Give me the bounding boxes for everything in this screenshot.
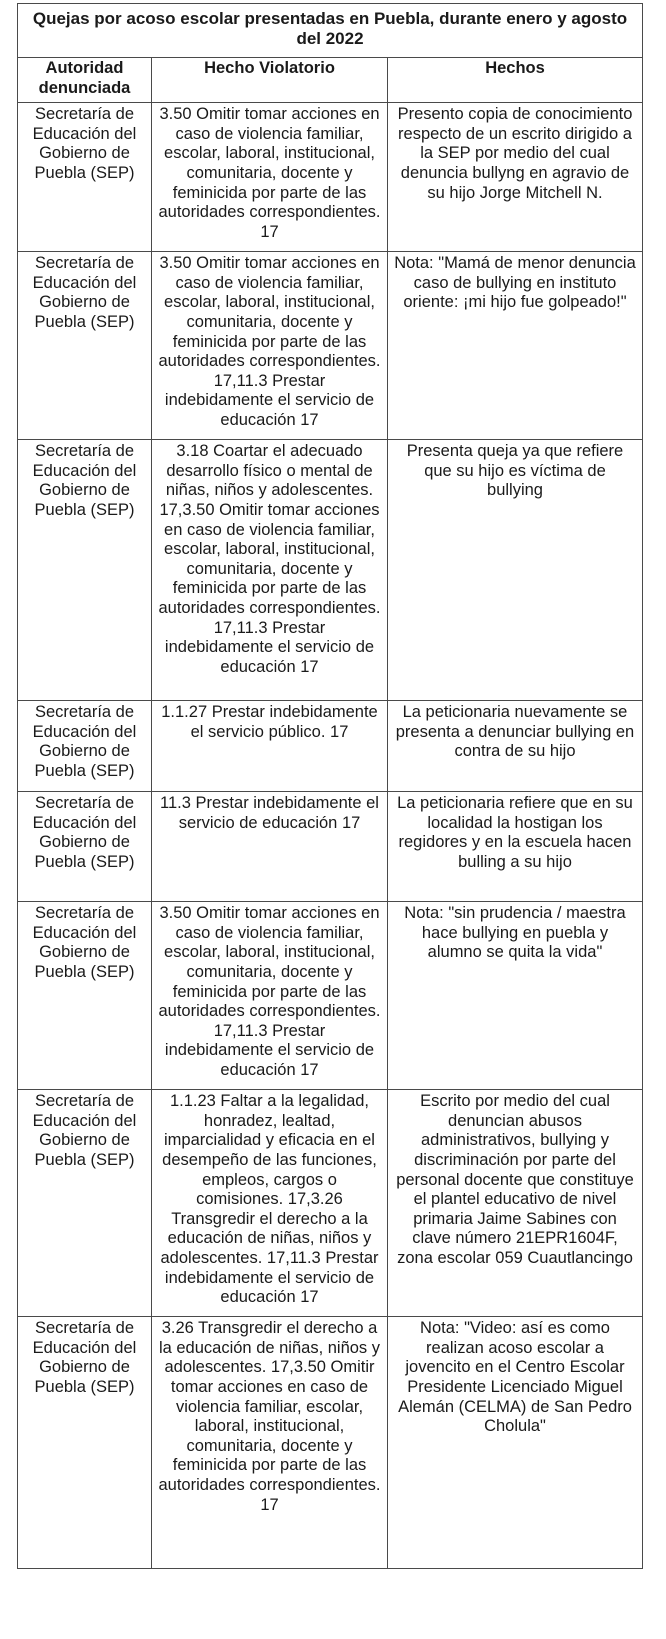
cell-hechos: Escrito por medio del cual denuncian abusos administrativos, bullying y discriminación por parte del personal docente que constituye el plantel educativo de nivel primaria Jaime Sabines con clave número 21EPR1604F, zona escolar 059 Cuautlancingo [388, 1090, 643, 1317]
table-title: Quejas por acoso escolar presentadas en Puebla, durante enero y agosto del 2022 [18, 4, 643, 58]
cell-autoridad: Secretaría de Educación del Gobierno de Puebla (SEP) [18, 252, 152, 440]
table-row [18, 1090, 643, 1317]
cell-hecho-violatorio: 3.50 Omitir tomar acciones en caso de violencia familiar, escolar, laboral, institucional, comunitaria, docente y feminicida por parte de las autoridades correspondientes. 17 [152, 103, 388, 252]
table-row [18, 252, 643, 440]
cell-hecho-violatorio: 1.1.23 Faltar a la legalidad, honradez, lealtad, imparcialidad y eficacia en el desempeño de las funciones, empleos, cargos o comisiones. 17,3.26 Transgredir el derecho a la educación de niñas, niños y adolescentes. 17,11.3 Prestar indebidamente el servicio de educación 17 [152, 1090, 388, 1317]
complaints-table-container [17, 3, 642, 1569]
complaints-table [17, 3, 643, 1569]
cell-autoridad: Secretaría de Educación del Gobierno de Puebla (SEP) [18, 902, 152, 1090]
header-hechos: Hechos [388, 58, 643, 103]
cell-hechos: Nota: "Mamá de menor denuncia caso de bullying en instituto oriente: ¡mi hijo fue golpeado!" [388, 252, 643, 440]
cell-hecho-violatorio: 3.26 Transgredir el derecho a la educación de niñas, niños y adolescentes. 17,3.50 Omitir tomar acciones en caso de violencia familiar, escolar, laboral, institucional, comunitaria, docente y feminicida por parte de las autoridades correspondientes. 17 [152, 1317, 388, 1569]
cell-hechos: Nota: "Video: así es como realizan acoso escolar a jovencito en el Centro Escolar Presidente Licenciado Miguel Alemán (CELMA) de San Pedro Cholula" [388, 1317, 643, 1569]
table-row [18, 792, 643, 902]
cell-autoridad: Secretaría de Educación del Gobierno de Puebla (SEP) [18, 792, 152, 902]
cell-hechos: La peticionaria refiere que en su localidad la hostigan los regidores y en la escuela hacen bulling a su hijo [388, 792, 643, 902]
cell-hechos: La peticionaria nuevamente se presenta a denunciar bullying en contra de su hijo [388, 701, 643, 792]
cell-autoridad: Secretaría de Educación del Gobierno de Puebla (SEP) [18, 440, 152, 701]
cell-autoridad: Secretaría de Educación del Gobierno de Puebla (SEP) [18, 701, 152, 792]
cell-hecho-violatorio: 3.50 Omitir tomar acciones en caso de violencia familiar, escolar, laboral, institucional, comunitaria, docente y feminicida por parte de las autoridades correspondientes. 17,11.3 Prestar indebidamente el servicio de educación 17 [152, 252, 388, 440]
header-autoridad: Autoridad denunciada [18, 58, 152, 103]
cell-hecho-violatorio: 11.3 Prestar indebidamente el servicio de educación 17 [152, 792, 388, 902]
table-row [18, 902, 643, 1090]
cell-autoridad: Secretaría de Educación del Gobierno de Puebla (SEP) [18, 1317, 152, 1569]
cell-hecho-violatorio: 3.18 Coartar el adecuado desarrollo físico o mental de niñas, niños y adolescentes. 17,3.50 Omitir tomar acciones en caso de violencia familiar, escolar, laboral, institucional, comunitaria, docente y feminicida por parte de las autoridades correspondientes. 17,11.3 Prestar indebidamente el servicio de educación 17 [152, 440, 388, 701]
table-header-row [18, 58, 643, 103]
cell-autoridad: Secretaría de Educación del Gobierno de Puebla (SEP) [18, 103, 152, 252]
header-hecho-violatorio: Hecho Violatorio [152, 58, 388, 103]
cell-hecho-violatorio: 3.50 Omitir tomar acciones en caso de violencia familiar, escolar, laboral, institucional, comunitaria, docente y feminicida por parte de las autoridades correspondientes. 17,11.3 Prestar indebidamente el servicio de educación 17 [152, 902, 388, 1090]
cell-hechos: Presenta queja ya que refiere que su hijo es víctima de bullying [388, 440, 643, 701]
table-row [18, 440, 643, 701]
table-row [18, 103, 643, 252]
table-row [18, 701, 643, 792]
cell-hecho-violatorio: 1.1.27 Prestar indebidamente el servicio público. 17 [152, 701, 388, 792]
cell-hechos: Presento copia de conocimiento respecto de un escrito dirigido a la SEP por medio del cual denuncia bullyng en agravio de su hijo Jorge Mitchell N. [388, 103, 643, 252]
cell-hechos: Nota: "sin prudencia / maestra hace bullying en puebla y alumno se quita la vida" [388, 902, 643, 1090]
table-title-row [18, 4, 643, 58]
cell-autoridad: Secretaría de Educación del Gobierno de Puebla (SEP) [18, 1090, 152, 1317]
table-row [18, 1317, 643, 1569]
